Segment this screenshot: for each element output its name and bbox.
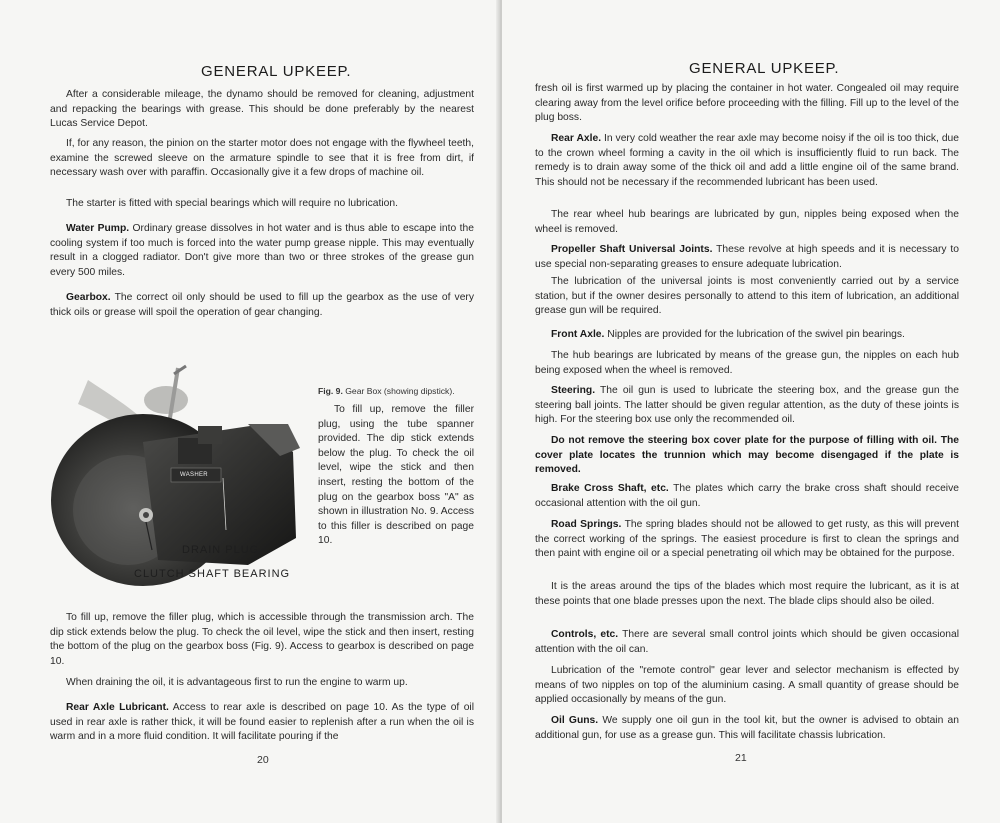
washer-label: WASHER xyxy=(180,472,208,478)
right-page-heading: GENERAL UPKEEP. xyxy=(689,60,840,77)
spring-tips-paragraph: It is the areas around the tips of the blades which most require the lubricant, as it is at these points that one blade presses upon the next. The blade clips should also be oiled. xyxy=(535,581,959,607)
rear-axle-lubricant-text: Access to rear axle is described on page 10. As the type of oil used in rear axle is rather thick, it will be found easier to replenish after a run when the oil is warm and in a more fluid condition. It will facilitate pouring if the xyxy=(50,702,474,743)
propeller-shaft-text: These revolve at high speeds and it is necessary to use special non-separating greases to ensure adequate lubrication. xyxy=(535,244,959,270)
left-page-heading: GENERAL UPKEEP. xyxy=(201,63,352,80)
figure-number: Fig. 9. xyxy=(318,386,343,396)
drain-plug-label: DRAIN PLUG xyxy=(182,544,260,556)
steering-text: The oil gun is used to lubricate the steering box, and the grease gun the steering ball joints. The latter should be given regular attention, as the duty of these joints is high. For the steering box use only the recommended oil. xyxy=(535,385,959,426)
fresh-oil-paragraph: fresh oil is first warmed up by placing the container in hot water. Congealed oil may require clearing away from the level orifice before proceeding with the filling. Fill up to the level of the plug boss. xyxy=(535,83,959,124)
brake-cross-shaft-text: The plates which carry the brake cross shaft should receive occasional attention with the oil gun. xyxy=(535,483,959,509)
steering-warning: Do not remove the steering box cover plate for the purpose of filling with oil. The cover plate locates the trunnion which may become disengaged if the plate is removed. xyxy=(535,435,959,476)
right-page-number: 21 xyxy=(735,752,747,764)
water-pump-text: Ordinary grease dissolves in hot water and is thus able to escape into the cooling system if too much is forced into the water pump grease nipple. This may eventually result in a clogged radiator. Don't give more than two or three strokes of the grease gun every 500 miles. xyxy=(50,223,474,278)
oil-guns-paragraph xyxy=(535,714,959,743)
road-springs-title: Road Springs. xyxy=(551,519,622,530)
dynamo-paragraph: After a considerable mileage, the dynamo should be removed for cleaning, adjustment and repacking the bearings with grease. This should be done preferably by the nearest Lucas Service Depot. xyxy=(50,89,474,130)
oil-guns-text: We supply one oil gun in the tool kit, but the owner is advised to obtain an additional gun, for use as a grease gun. This will facilitate chassis lubrication. xyxy=(535,715,959,741)
left-page-number: 20 xyxy=(257,754,269,766)
brake-cross-shaft-title: Brake Cross Shaft, etc. xyxy=(551,483,669,494)
rear-axle-text: In very cold weather the rear axle may become noisy if the oil is too thick, due to the crown wheel forming a cavity in the oil which is insufficiently fluid to run back. The remedy is to drain away some of the thick oil and add a little engine oil of the same brand. This should not be necessary if the recommended lubricant has been used. xyxy=(535,133,959,188)
front-hub-paragraph: The hub bearings are lubricated by means of the grease gun, the nipples on each hub being exposed when the wheel is removed. xyxy=(535,350,959,376)
brake-cross-shaft-paragraph xyxy=(535,482,959,511)
front-axle-paragraph xyxy=(535,328,959,343)
controls-paragraph xyxy=(535,628,959,657)
fill-up-paragraph: To fill up, remove the filler plug, which is accessible through the transmission arch. The dip stick extends below the plug. To check the oil level, wipe the stick and then insert, resting the bottom of the plug on the gearbox boss (Fig. 9). Access to gearbox is described on page 10. xyxy=(50,612,474,667)
steering-title: Steering. xyxy=(551,385,596,396)
front-axle-text: Nipples are provided for the lubrication of the swivel pin bearings. xyxy=(607,329,905,340)
remote-control-paragraph: Lubrication of the "remote control" gear lever and selector mechanism is effected by means of two nipples on top of the aluminium casing. A small quantity of grease should be applied occasionally by means of the gun. xyxy=(535,665,959,706)
propeller-shaft-title: Propeller Shaft Universal Joints. xyxy=(551,244,713,255)
figure-caption-text: Gear Box (showing dipstick). xyxy=(345,386,455,396)
road-springs-text: The spring blades should not be allowed to get rusty, as this will prevent the correct working of the springs. The easiest procedure is first to clean the springs and then paint with engine oil or a special penetrating oil which may be obtained for the purpose. xyxy=(535,519,960,560)
front-axle-title: Front Axle. xyxy=(551,329,605,340)
draining-paragraph: When draining the oil, it is advantageous first to run the engine to warm up. xyxy=(66,677,408,688)
clutch-shaft-bearing-label: CLUTCH SHAFT BEARING xyxy=(134,568,291,580)
rear-axle-paragraph xyxy=(535,132,959,190)
rear-hub-paragraph: The rear wheel hub bearings are lubricated by gun, nipples being exposed when the wheel is removed. xyxy=(535,209,959,235)
gearbox-title: Gearbox. xyxy=(66,292,111,303)
rear-axle-lubricant-paragraph xyxy=(50,701,474,745)
universal-joints-paragraph: The lubrication of the universal joints is most conveniently carried out by a service station, but if the owner desires personally to attend to this item of lubrication, an additional grease gun will be required. xyxy=(535,276,959,317)
right-page xyxy=(502,0,1000,823)
gearbox-illustration xyxy=(48,360,310,590)
steering-paragraph xyxy=(535,384,959,428)
propeller-shaft-paragraph xyxy=(535,243,959,272)
controls-title: Controls, etc. xyxy=(551,629,619,640)
gearbox-photo xyxy=(48,360,310,590)
water-pump-title: Water Pump. xyxy=(66,223,130,234)
gearbox-text: The correct oil only should be used to fill up the gearbox as the use of very thick oils or grease will spoil the operation of gear changing. xyxy=(50,292,474,318)
pinion-paragraph: If, for any reason, the pinion on the starter motor does not engage with the flywheel teeth, examine the screwed sleeve on the armature spindle to see that it is free from dirt, if necessary wash over with paraffin. Occasionally give it a few drops of machine oil. xyxy=(50,138,474,179)
rear-axle-lubricant-title: Rear Axle Lubricant. xyxy=(66,702,169,713)
starter-paragraph: The starter is fitted with special bearings which will require no lubrication. xyxy=(66,198,398,209)
gearbox-paragraph xyxy=(50,291,474,320)
oil-guns-title: Oil Guns. xyxy=(551,715,599,726)
water-pump-paragraph xyxy=(50,222,474,280)
figure-description: To fill up, remove the filler plug, using the tube spanner provided. The dip stick extends below the plug. To check the oil level, wipe the stick and then insert, resting the bottom of the plug on the gearbox boss "A" as shown in illustration No. 9. Access to this filler is described on page 10. xyxy=(318,404,474,547)
controls-text: There are several small control joints which should be given occasional attention with the oil can. xyxy=(535,629,959,655)
rear-axle-title: Rear Axle. xyxy=(551,133,602,144)
figure-caption xyxy=(318,386,455,396)
road-springs-paragraph xyxy=(535,518,959,562)
